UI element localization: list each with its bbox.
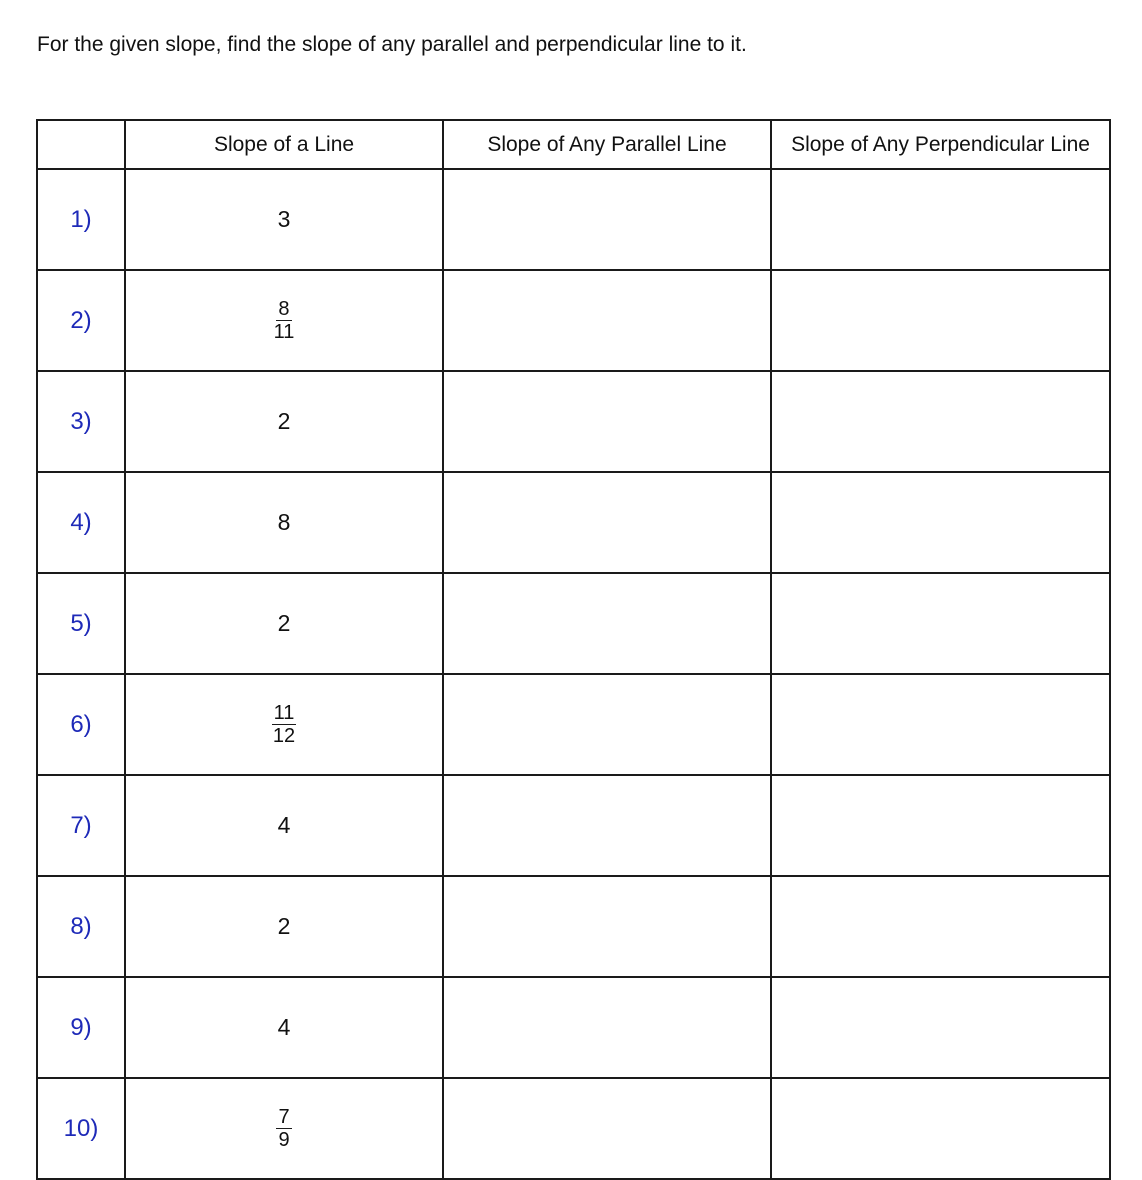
fraction-denominator: 12: [272, 725, 296, 747]
parallel-answer-cell[interactable]: [443, 169, 771, 270]
parallel-answer-cell[interactable]: [443, 573, 771, 674]
given-slope-cell: [125, 876, 443, 977]
given-slope-cell: [125, 270, 443, 371]
given-slope: 8: [277, 509, 291, 535]
given-slope-cell: [125, 775, 443, 876]
table-row: [37, 876, 1110, 977]
perpendicular-answer-cell[interactable]: [771, 371, 1110, 472]
given-slope-fraction: [274, 299, 295, 342]
table-row: [37, 472, 1110, 573]
table-row: [37, 169, 1110, 270]
slope-table: [36, 119, 1111, 1180]
parallel-answer-cell[interactable]: [443, 775, 771, 876]
table-row: [37, 270, 1110, 371]
perpendicular-answer-cell[interactable]: [771, 573, 1110, 674]
perpendicular-answer-cell[interactable]: [771, 977, 1110, 1078]
given-slope-cell: [125, 674, 443, 775]
given-slope-fraction: [272, 703, 297, 746]
fraction-denominator: 11: [273, 321, 295, 343]
parallel-answer-cell[interactable]: [443, 674, 771, 775]
problem-number: 5): [37, 573, 125, 674]
fraction-numerator: 7: [278, 1106, 290, 1128]
given-slope: 2: [277, 913, 291, 939]
problem-number: 4): [37, 472, 125, 573]
problem-number: 9): [37, 977, 125, 1078]
perpendicular-answer-cell[interactable]: [771, 1078, 1110, 1179]
perpendicular-answer-cell[interactable]: [771, 270, 1110, 371]
fraction-numerator: 8: [278, 298, 290, 320]
given-slope-cell: [125, 371, 443, 472]
parallel-answer-cell[interactable]: [443, 977, 771, 1078]
table-row: [37, 674, 1110, 775]
parallel-answer-cell[interactable]: [443, 270, 771, 371]
header-perpendicular: Slope of Any Perpendicular Line: [771, 120, 1110, 169]
given-slope-cell: [125, 472, 443, 573]
problem-number: 1): [37, 169, 125, 270]
problem-number: 2): [37, 270, 125, 371]
table-row: [37, 371, 1110, 472]
perpendicular-answer-cell[interactable]: [771, 775, 1110, 876]
given-slope: 4: [277, 1014, 291, 1040]
fraction-numerator: 11: [273, 702, 295, 724]
perpendicular-answer-cell[interactable]: [771, 472, 1110, 573]
table-row: [37, 775, 1110, 876]
given-slope-cell: [125, 977, 443, 1078]
header-number: [37, 120, 125, 169]
instructions: For the given slope, find the slope of any parallel and perpendicular line to it.: [37, 33, 747, 56]
perpendicular-answer-cell[interactable]: [771, 876, 1110, 977]
given-slope: 2: [277, 610, 291, 636]
perpendicular-answer-cell[interactable]: [771, 169, 1110, 270]
fraction-denominator: 9: [278, 1129, 290, 1151]
table-row: [37, 977, 1110, 1078]
parallel-answer-cell[interactable]: [443, 1078, 771, 1179]
given-slope-cell: [125, 1078, 443, 1179]
given-slope-fraction: [276, 1107, 291, 1150]
given-slope-cell: [125, 169, 443, 270]
problem-number: 7): [37, 775, 125, 876]
table-row: [37, 573, 1110, 674]
parallel-answer-cell[interactable]: [443, 371, 771, 472]
header-row: [37, 120, 1110, 169]
given-slope: 2: [277, 408, 291, 434]
given-slope: 3: [277, 206, 291, 232]
problem-number: 6): [37, 674, 125, 775]
problem-number: 3): [37, 371, 125, 472]
table-row: [37, 1078, 1110, 1179]
header-slope: Slope of a Line: [125, 120, 443, 169]
problem-number: 8): [37, 876, 125, 977]
problem-number: 10): [37, 1078, 125, 1179]
parallel-answer-cell[interactable]: [443, 472, 771, 573]
given-slope-cell: [125, 573, 443, 674]
perpendicular-answer-cell[interactable]: [771, 674, 1110, 775]
header-parallel: Slope of Any Parallel Line: [443, 120, 771, 169]
given-slope: 4: [277, 812, 291, 838]
parallel-answer-cell[interactable]: [443, 876, 771, 977]
